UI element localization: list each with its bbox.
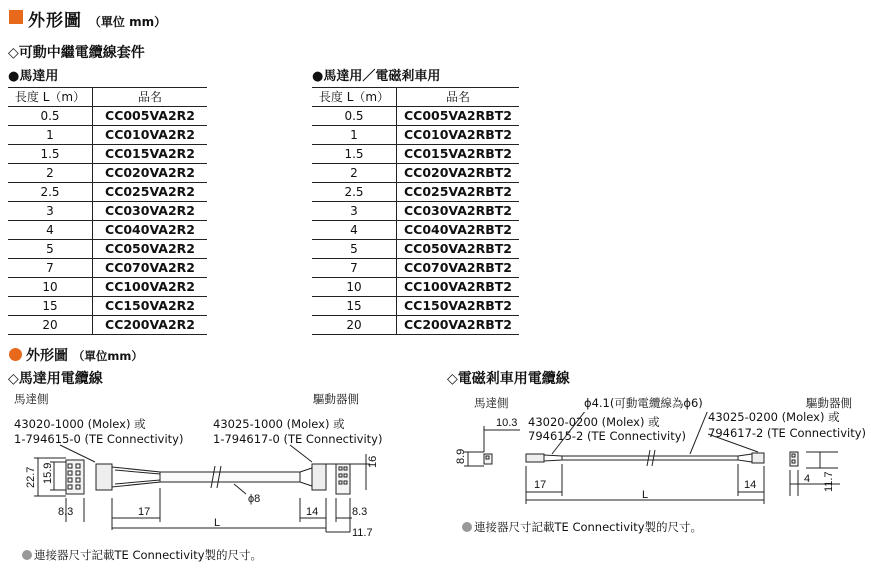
length-cell: 20 — [8, 316, 93, 335]
right-connector-line1: 43025-1000 (Molex) 或 — [213, 417, 345, 431]
orange-dot-icon — [9, 348, 22, 361]
brake-driver-side-label: 驅動器側 — [806, 396, 852, 410]
kit-heading: ◇可動中繼電纜線套件 — [8, 45, 145, 61]
brake-cable-heading: ◇電磁剎車用電纜線 — [447, 371, 570, 387]
motor-cable-drawing — [0, 440, 440, 540]
dim-L: L — [214, 517, 221, 529]
length-cell: 0.5 — [8, 107, 93, 126]
dim-4: 4 — [804, 473, 811, 485]
page-title — [28, 6, 166, 31]
table-row — [8, 107, 207, 126]
table-row — [312, 221, 519, 240]
table-row — [312, 202, 519, 221]
col-name-header: 品名 — [397, 88, 520, 107]
dim-11-7: 11.7 — [823, 471, 835, 492]
col-length-header: 長度 L（m） — [8, 88, 93, 107]
motor-side-label: 馬達側 — [14, 392, 49, 406]
product-name-cell: CC200VA2RBT2 — [397, 316, 520, 335]
product-name-cell: CC030VA2R2 — [93, 202, 208, 221]
length-cell: 5 — [8, 240, 93, 259]
dim-8-3-right: 8.3 — [352, 506, 368, 518]
length-cell: 20 — [312, 316, 397, 335]
length-cell: 1.5 — [8, 145, 93, 164]
length-cell: 3 — [312, 202, 397, 221]
motor-cable-note — [22, 547, 262, 563]
table-row — [8, 240, 207, 259]
length-cell: 7 — [312, 259, 397, 278]
product-name-cell: CC040VA2RBT2 — [397, 221, 520, 240]
dim-L: L — [642, 489, 649, 501]
dim-17: 17 — [534, 479, 547, 491]
length-cell: 10 — [8, 278, 93, 297]
table-row — [8, 221, 207, 240]
table-row — [312, 145, 519, 164]
length-cell: 4 — [312, 221, 397, 240]
product-name-cell: CC010VA2RBT2 — [397, 126, 520, 145]
product-name-cell: CC020VA2R2 — [93, 164, 208, 183]
right-connector-line2: 1-794617-0 (TE Connectivity) — [213, 432, 383, 446]
table-row — [312, 278, 519, 297]
brake-left-connector-line2: 794615-2 (TE Connectivity) — [528, 429, 687, 443]
table-row — [8, 126, 207, 145]
table-row — [312, 259, 519, 278]
left-connector-line2: 1-794615-0 (TE Connectivity) — [14, 432, 184, 446]
gray-dot-icon — [462, 522, 472, 532]
product-name-cell: CC100VA2RBT2 — [397, 278, 520, 297]
outline-title — [26, 345, 143, 365]
brake-cable-drawing — [440, 412, 871, 522]
col-length-header: 長度 L（m） — [312, 88, 397, 107]
product-name-cell: CC015VA2R2 — [93, 145, 208, 164]
product-name-cell: CC020VA2RBT2 — [397, 164, 520, 183]
length-cell: 4 — [8, 221, 93, 240]
product-name-cell: CC050VA2R2 — [93, 240, 208, 259]
product-name-cell: CC050VA2RBT2 — [397, 240, 520, 259]
brake-right-connector-line1: 43025-0200 (Molex) 或 — [708, 410, 840, 424]
driver-side-label: 驅動器側 — [313, 392, 359, 406]
dim-14: 14 — [306, 506, 319, 518]
table-row — [312, 107, 519, 126]
col-name-header: 品名 — [93, 88, 208, 107]
table-row — [8, 145, 207, 164]
product-name-cell: CC015VA2RBT2 — [397, 145, 520, 164]
table-left — [8, 87, 207, 335]
product-name-cell: CC010VA2R2 — [93, 126, 208, 145]
product-name-cell: CC030VA2RBT2 — [397, 202, 520, 221]
length-cell: 1.5 — [312, 145, 397, 164]
dim-22-7: 22.7 — [25, 466, 37, 488]
length-cell: 2 — [8, 164, 93, 183]
table-left-heading: ●馬達用 — [8, 69, 59, 84]
dim-14: 14 — [744, 479, 757, 491]
table-row — [312, 183, 519, 202]
dim-16: 16 — [367, 455, 379, 468]
table-row — [8, 316, 207, 335]
length-cell: 15 — [8, 297, 93, 316]
table-row — [312, 164, 519, 183]
dim-15-9: 15.9 — [42, 462, 54, 484]
table-row — [312, 297, 519, 316]
dim-phi8: ϕ8 — [248, 493, 261, 505]
length-cell: 15 — [312, 297, 397, 316]
table-right-heading: ●馬達用／電磁剎車用 — [312, 69, 441, 84]
page-title-unit: （單位 mm） — [88, 15, 167, 29]
outline-unit: （單位mm） — [72, 349, 143, 363]
dim-10-3: 10.3 — [496, 417, 518, 429]
length-cell: 5 — [312, 240, 397, 259]
outline-title-text: 外形圖 — [26, 348, 68, 364]
brake-motor-side-label: 馬達側 — [474, 396, 509, 410]
table-row — [8, 297, 207, 316]
product-name-cell: CC100VA2R2 — [93, 278, 208, 297]
brake-right-connector-line2: 794617-2 (TE Connectivity) — [708, 426, 867, 440]
table-right — [312, 87, 519, 335]
product-name-cell: CC005VA2R2 — [93, 107, 208, 126]
product-name-cell: CC200VA2R2 — [93, 316, 208, 335]
length-cell: 3 — [8, 202, 93, 221]
product-name-cell: CC025VA2R2 — [93, 183, 208, 202]
dim-8-3-left: 8.3 — [58, 506, 74, 518]
orange-square-icon — [9, 10, 23, 24]
product-name-cell: CC040VA2R2 — [93, 221, 208, 240]
length-cell: 2 — [312, 164, 397, 183]
product-name-cell: CC070VA2R2 — [93, 259, 208, 278]
product-name-cell: CC070VA2RBT2 — [397, 259, 520, 278]
table-row — [8, 183, 207, 202]
length-cell: 1 — [8, 126, 93, 145]
length-cell: 1 — [312, 126, 397, 145]
length-cell: 7 — [8, 259, 93, 278]
length-cell: 0.5 — [312, 107, 397, 126]
brake-cable-note — [462, 519, 702, 535]
page-title-text: 外形圖 — [28, 11, 82, 31]
product-name-cell: CC150VA2RBT2 — [397, 297, 520, 316]
motor-cable-note-text: 連接器尺寸記載TE Connectivity製的尺寸。 — [34, 548, 263, 562]
table-row — [8, 202, 207, 221]
motor-cable-heading: ◇馬達用電纜線 — [8, 371, 103, 387]
brake-left-connector-line1: 43020-0200 (Molex) 或 — [528, 415, 660, 429]
table-row — [8, 278, 207, 297]
table-row — [8, 259, 207, 278]
brake-phi-note: ϕ4.1(可動電纜線為ϕ6) — [584, 396, 703, 410]
product-name-cell: CC005VA2RBT2 — [397, 107, 520, 126]
table-row — [312, 240, 519, 259]
gray-dot-icon — [22, 550, 32, 560]
table-row — [312, 316, 519, 335]
product-name-cell: CC150VA2R2 — [93, 297, 208, 316]
left-connector-line1: 43020-1000 (Molex) 或 — [14, 417, 146, 431]
length-cell: 2.5 — [8, 183, 93, 202]
table-row — [8, 164, 207, 183]
product-name-cell: CC025VA2RBT2 — [397, 183, 520, 202]
length-cell: 10 — [312, 278, 397, 297]
length-cell: 2.5 — [312, 183, 397, 202]
dim-17: 17 — [138, 506, 151, 518]
dim-11-7: 11.7 — [352, 527, 373, 539]
brake-cable-note-text: 連接器尺寸記載TE Connectivity製的尺寸。 — [474, 520, 703, 534]
table-row — [312, 126, 519, 145]
dim-8-9: 8.9 — [455, 448, 467, 464]
